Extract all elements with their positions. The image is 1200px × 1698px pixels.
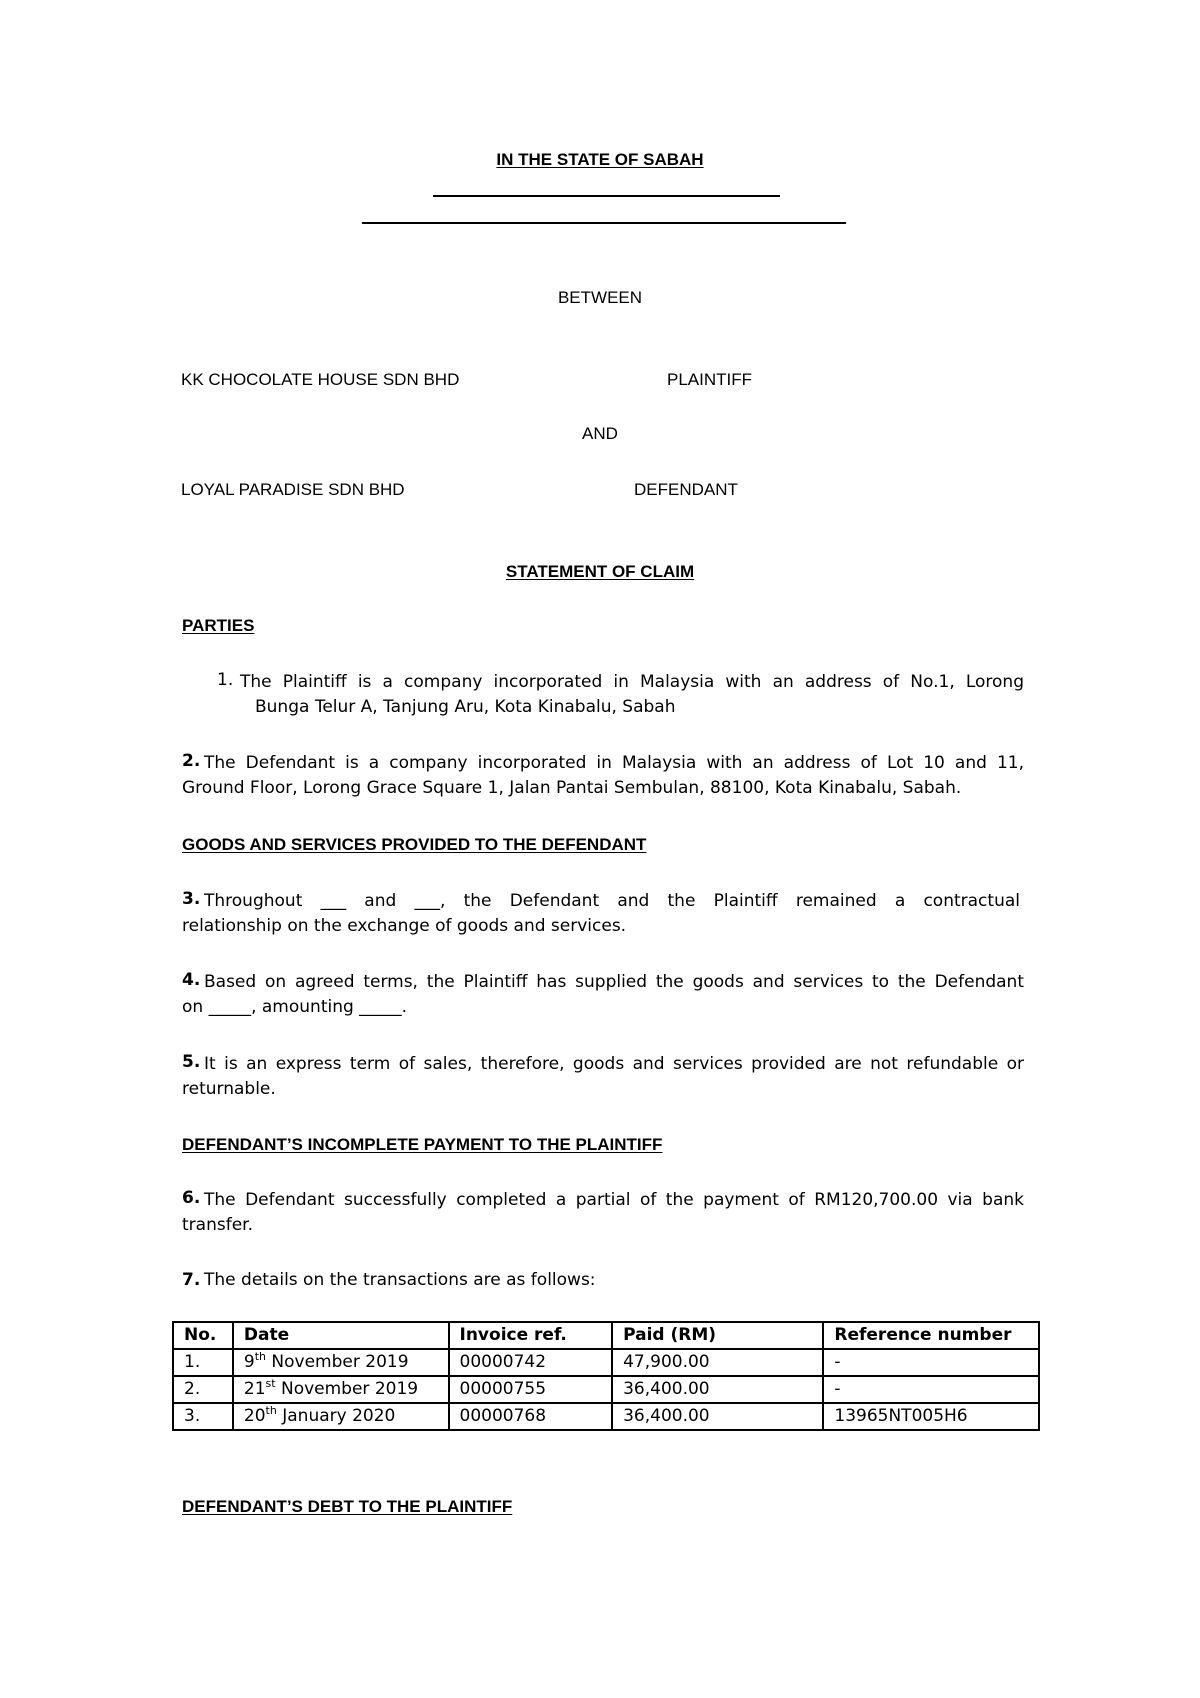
paragraph-2-line-1: The Defendant is a company incorporated in Malaysia with an address of Lot 10 and 11, bbox=[204, 753, 1024, 773]
paragraph-number: 1. bbox=[217, 670, 234, 690]
paragraph-number: 3. bbox=[182, 889, 201, 909]
and-label: AND bbox=[582, 424, 618, 443]
between-label: BETWEEN bbox=[557, 288, 643, 307]
state-title: IN THE STATE OF SABAH bbox=[496, 150, 704, 169]
section-heading-parties: PARTIES bbox=[182, 616, 255, 635]
plaintiff-name: KK CHOCOLATE HOUSE SDN BHD bbox=[181, 370, 460, 389]
paragraph-number: 6. bbox=[182, 1188, 201, 1208]
row-reference: - bbox=[823, 1376, 1039, 1403]
paragraph-6-line-1: The Defendant successfully completed a partial of the payment of RM120,700.00 via bank bbox=[204, 1190, 1024, 1210]
paragraph-5-line-2: returnable. bbox=[182, 1079, 276, 1099]
row-reference: - bbox=[823, 1349, 1039, 1376]
paragraph-4-line-2: on _____, amounting _____. bbox=[182, 997, 408, 1017]
paragraph-3-line-1: Throughout ___ and ___, the Defendant and the Plaintiff remained a contractual bbox=[204, 891, 1020, 911]
row-paid: 36,400.00 bbox=[612, 1376, 823, 1403]
title-rule-short bbox=[433, 195, 780, 197]
table-row bbox=[173, 1376, 1039, 1403]
column-header: No. bbox=[173, 1322, 233, 1349]
paragraph-1-line-1: The Plaintiff is a company incorporated in Malaysia with an address of No.1, Lorong bbox=[240, 672, 1024, 692]
paragraph-number: 4. bbox=[182, 970, 201, 990]
paragraph-4-line-1: Based on agreed terms, the Plaintiff has supplied the goods and services to the Defendant bbox=[204, 972, 1024, 992]
paragraph-number: 5. bbox=[182, 1052, 201, 1072]
row-number: 1. bbox=[173, 1349, 233, 1376]
section-heading-payment: DEFENDANT’S INCOMPLETE PAYMENT TO THE PLAINTIFF bbox=[182, 1135, 663, 1154]
row-number: 2. bbox=[173, 1376, 233, 1403]
paragraph-1-line-2: Bunga Telur A, Tanjung Aru, Kota Kinabalu, Sabah bbox=[255, 697, 676, 717]
row-paid: 47,900.00 bbox=[612, 1349, 823, 1376]
row-date: 21st November 2019 bbox=[233, 1376, 449, 1403]
title-rule-long bbox=[362, 222, 846, 224]
row-date: 9th November 2019 bbox=[233, 1349, 449, 1376]
paragraph-7-line-1: The details on the transactions are as follows: bbox=[204, 1270, 596, 1290]
row-reference: 13965NT005H6 bbox=[823, 1403, 1039, 1430]
plaintiff-role: PLAINTIFF bbox=[667, 370, 753, 389]
section-heading-goods: GOODS AND SERVICES PROVIDED TO THE DEFENDANT bbox=[182, 835, 647, 854]
paragraph-5-line-1: It is an express term of sales, therefore, goods and services provided are not refundable or bbox=[204, 1054, 1024, 1074]
paragraph-6-line-2: transfer. bbox=[182, 1215, 253, 1235]
document-title: STATEMENT OF CLAIM bbox=[505, 562, 695, 581]
table-row bbox=[173, 1349, 1039, 1376]
row-number: 3. bbox=[173, 1403, 233, 1430]
row-invoice: 00000768 bbox=[449, 1403, 613, 1430]
section-heading-debt: DEFENDANT’S DEBT TO THE PLAINTIFF bbox=[182, 1497, 513, 1516]
defendant-role: DEFENDANT bbox=[634, 480, 738, 499]
paragraph-number: 2. bbox=[182, 751, 201, 771]
column-header: Reference number bbox=[823, 1322, 1039, 1349]
row-invoice: 00000742 bbox=[449, 1349, 613, 1376]
row-paid: 36,400.00 bbox=[612, 1403, 823, 1430]
column-header: Invoice ref. bbox=[449, 1322, 613, 1349]
transactions-table bbox=[172, 1321, 1040, 1431]
paragraph-number: 7. bbox=[182, 1270, 201, 1290]
table-row bbox=[173, 1403, 1039, 1430]
column-header: Paid (RM) bbox=[612, 1322, 823, 1349]
paragraph-2-line-2: Ground Floor, Lorong Grace Square 1, Jalan Pantai Sembulan, 88100, Kota Kinabalu, Sabah. bbox=[182, 778, 962, 798]
row-invoice: 00000755 bbox=[449, 1376, 613, 1403]
table-header-row bbox=[173, 1322, 1039, 1349]
paragraph-3-line-2: relationship on the exchange of goods and services. bbox=[182, 916, 627, 936]
defendant-name: LOYAL PARADISE SDN BHD bbox=[181, 480, 405, 499]
column-header: Date bbox=[233, 1322, 449, 1349]
row-date: 20th January 2020 bbox=[233, 1403, 449, 1430]
